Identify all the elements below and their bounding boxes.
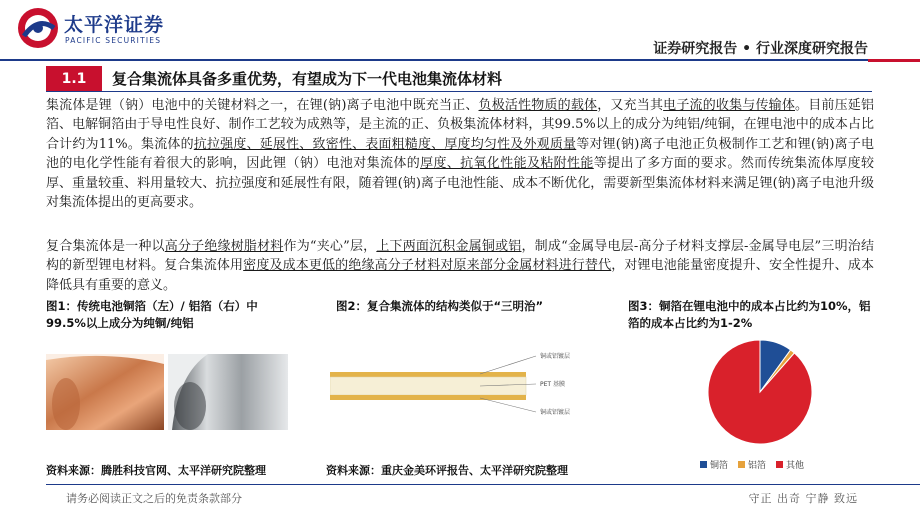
logo-text-en: PACIFIC SECURITIES xyxy=(65,36,162,45)
legend-item xyxy=(738,458,766,471)
body-paragraph-1 xyxy=(46,96,874,212)
underlined-text: 负极活性物质的载体 xyxy=(478,98,598,113)
section-divider xyxy=(46,91,872,92)
pie-legend xyxy=(700,458,804,471)
body-paragraph-2 xyxy=(46,237,874,295)
metal-layer-bottom xyxy=(330,395,526,400)
underlined-text: 上下两面沉积金属铜或铝 xyxy=(376,239,522,254)
underlined-text: 高分子绝缘树脂材料 xyxy=(164,239,284,254)
label-bottom-layer: 铜或铝镀层 xyxy=(540,409,571,416)
pet-film-layer xyxy=(330,377,526,395)
copper-foil-image xyxy=(46,354,164,430)
legend-label: 铜箔 xyxy=(710,461,729,471)
label-top-layer: 铜或铝镀层 xyxy=(540,353,571,360)
text-span: 等提出了多方面的要求。然而传统集流体厚度较厚、重量较重、料用量较大、抗拉强度和延展性有限，随着锂(钠)离子电池性能、成本不断优化，需要新型集流体材料来满足锂(钠)离子电池升级对集流体提出的更高要求。 xyxy=(46,156,874,211)
text-span: 等对锂(钠)离子电池正负极制作工艺和锂(钠)离子电池的电化学性能有着很大的影响，因此锂（钠）电池对集流体的 xyxy=(46,136,874,172)
legend-swatch xyxy=(738,461,745,468)
text-span: ，制成“金属导电层-高分子材料支撑层-金属导电层”三明治结构的新型锂电材料。复合集流体用 xyxy=(46,239,874,274)
text-span: 集流体是锂（钠）电池中的关键材料之一，在锂(钠)离子电池中既充当正、 xyxy=(46,98,479,113)
footer-motto: 守正 出奇 宁静 致远 xyxy=(748,492,858,505)
header-divider xyxy=(0,59,868,61)
footer-disclaimer: 请务必阅读正文之后的免责条款部分 xyxy=(66,492,242,505)
logo-text-cn: 太平洋证券 xyxy=(64,14,165,36)
report-type: 证券研究报告 • 行业深度研究报告 xyxy=(653,41,868,57)
underlined-text: 密度及成本更低的绝缘高分子材料对原来部分金属材料进行替代 xyxy=(243,258,612,274)
figure-2-caption: 图2：复合集流体的结构类似于“三明治” xyxy=(336,299,544,313)
label-middle-layer: PET 基膜 xyxy=(540,381,565,388)
footer-divider xyxy=(46,484,920,485)
section-number: 1.1 xyxy=(46,66,102,92)
underlined-text: 厚度、抗氧化性能及粘附性能 xyxy=(420,156,594,172)
metal-layer-top xyxy=(330,372,526,377)
underlined-text: 抗拉强度、延展性、致密性、表面粗糙度、厚度均匀性及外观质量 xyxy=(193,136,577,152)
legend-swatch xyxy=(700,461,707,468)
legend-item xyxy=(700,458,728,471)
text-span: 复合集流体是一种以 xyxy=(46,239,165,254)
figure-1-source: 资料来源：腾胜科技官网、太平洋研究院整理 xyxy=(46,464,266,477)
header-accent xyxy=(868,59,920,62)
text-span: 作为“夹心”层， xyxy=(283,239,377,254)
figure-3-caption: 图3：铜箔在锂电池中的成本占比约为10%，铝箔的成本占比约为1-2% xyxy=(628,299,871,330)
underlined-text: 电子流的收集与传输体 xyxy=(663,98,796,113)
text-span: ，对锂电池能量密度提升、安全性提升、成本降低具有重要的意义。 xyxy=(46,258,874,293)
cost-share-pie-chart xyxy=(690,328,830,456)
legend-item xyxy=(776,458,804,471)
logo-icon xyxy=(16,6,60,50)
text-span: 。目前压延铝箔、电解铜箔由于导电性良好、制作工艺较为成熟等，是主流的正、负极集流体材料，其99.5%以上的成分为纯铝/纯铜，在锂电池中的成本占比合计约为11%。集流体的 xyxy=(46,98,874,152)
label-leader xyxy=(480,356,536,374)
text-span: ，又充当其 xyxy=(597,98,664,113)
legend-swatch xyxy=(776,461,783,468)
section-title: 复合集流体具备多重优势，有望成为下一代电池集流体材料 xyxy=(112,70,503,88)
legend-label: 铝箔 xyxy=(748,461,767,471)
aluminum-foil-image xyxy=(168,354,288,430)
figure-1-caption: 图1：传统电池铜箔（左）/ 铝箔（右）中99.5%以上成分为纯铜/纯铝 xyxy=(46,299,258,330)
figure-2-source: 资料来源：重庆金美环评报告、太平洋研究院整理 xyxy=(326,464,568,477)
pie-slice-2 xyxy=(708,340,812,444)
sandwich-structure-diagram xyxy=(330,346,610,428)
legend-label: 其他 xyxy=(786,461,805,471)
label-leader xyxy=(480,398,536,412)
